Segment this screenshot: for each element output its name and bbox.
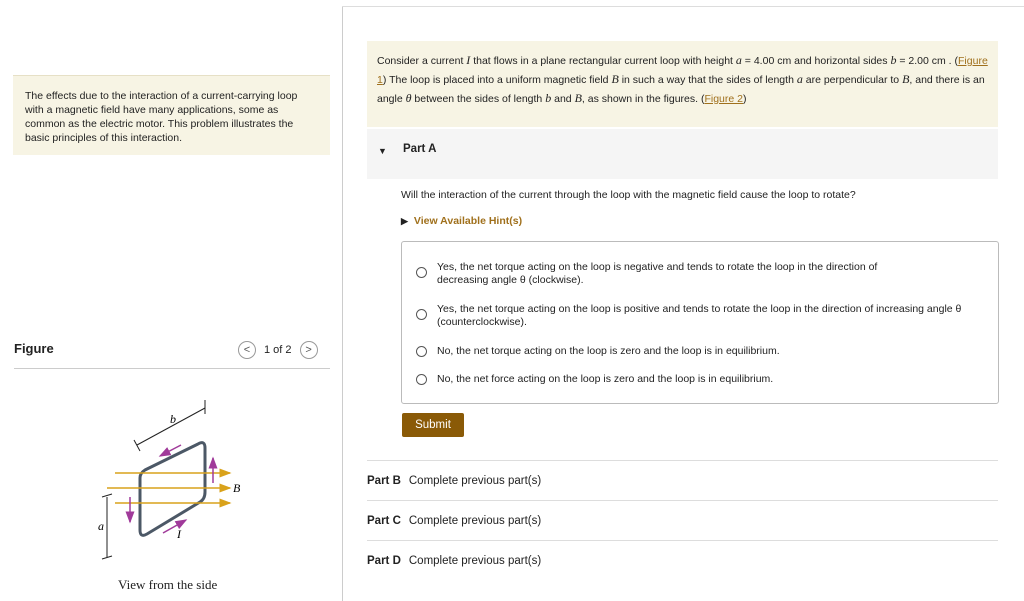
- submit-button[interactable]: Submit: [402, 413, 464, 437]
- prev-figure-button[interactable]: <: [238, 341, 256, 359]
- radio[interactable]: [416, 309, 427, 320]
- part-a-header[interactable]: [367, 129, 998, 179]
- radio[interactable]: [416, 267, 427, 278]
- question-text: Will the interaction of the current through the loop with the magnetic field cause the loop to rotate?: [401, 189, 856, 201]
- figure-2-link[interactable]: Figure 2: [704, 93, 743, 105]
- label-B: B: [233, 481, 241, 495]
- loop-figure: [0, 0, 342, 601]
- option-4[interactable]: No, the net force acting on the loop is zero and the loop is in equilibrium.: [416, 373, 773, 386]
- label-b: b: [170, 412, 176, 426]
- current-loop: [140, 443, 205, 536]
- label-I: I: [177, 527, 181, 541]
- figure-1-link[interactable]: Figure 1: [377, 55, 988, 86]
- part-c-row[interactable]: Part C Complete previous part(s): [367, 500, 998, 541]
- part-a-label: Part A: [403, 143, 437, 155]
- part-b-row[interactable]: Part B Complete previous part(s): [367, 460, 998, 501]
- radio[interactable]: [416, 374, 427, 385]
- option-2[interactable]: Yes, the net torque acting on the loop is positive and tends to rotate the loop in the direction of increasing angle θ (counterclockwise).: [416, 303, 976, 329]
- page-indicator: 1 of 2: [264, 344, 292, 356]
- part-d-row[interactable]: Part D Complete previous part(s): [367, 540, 998, 581]
- option-1[interactable]: Yes, the net torque acting on the loop is negative and tends to rotate the loop in the direction of decreasing angle θ (clockwise).: [416, 261, 916, 287]
- intro-text: The effects due to the interaction of a current-carrying loop with a magnetic field have many applications, some as common as the electric motor. This problem illustrates the basic principles of this interaction.: [13, 75, 330, 155]
- option-3[interactable]: No, the net torque acting on the loop is zero and the loop is in equilibrium.: [416, 345, 780, 358]
- answer-options: [401, 241, 999, 404]
- next-figure-button[interactable]: >: [300, 341, 318, 359]
- view-hints-link[interactable]: ▶ View Available Hint(s): [401, 215, 523, 227]
- label-a: a: [98, 519, 104, 533]
- field-lines: [107, 473, 230, 503]
- triangle-right-icon: ▶: [401, 216, 408, 226]
- radio[interactable]: [416, 346, 427, 357]
- figure-caption: View from the side: [118, 577, 218, 592]
- divider: [342, 6, 343, 601]
- divider: [342, 6, 1024, 7]
- figure-title: Figure: [14, 341, 54, 356]
- collapse-triangle-icon: ▼: [378, 146, 387, 156]
- problem-statement: Consider a current I that flows in a plane rectangular current loop with height a = 4.00 cm and horizontal sides b = 2.00 cm . (Figure 1) The loop is placed into a uniform magnetic field B in such a way that the sides of length a are perpendicular to B, and there is an angle θ between the sides of length b and B, as shown in the figures. (Figure 2): [367, 41, 998, 127]
